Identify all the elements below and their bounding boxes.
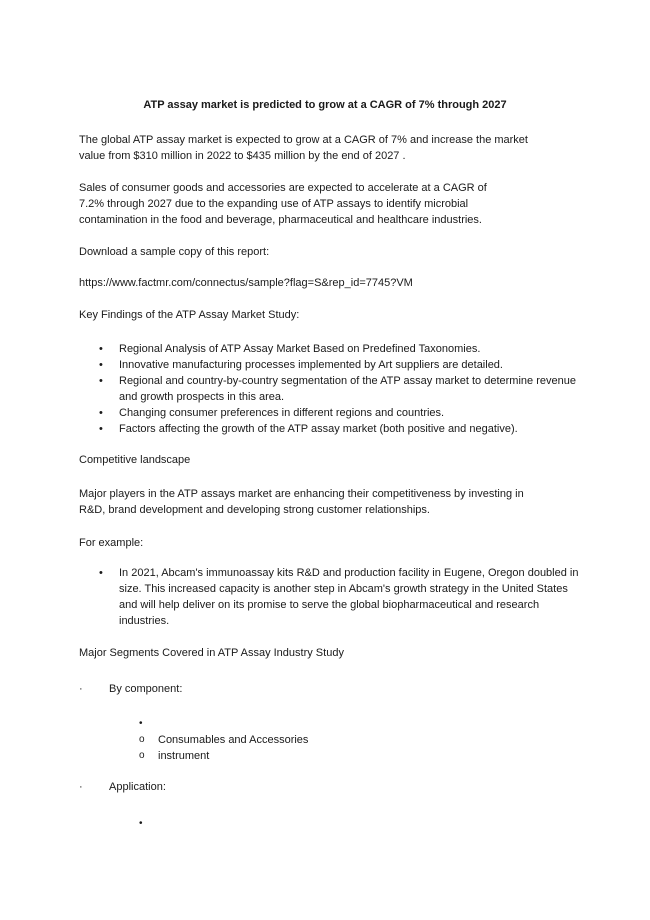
bullet-icon: • — [99, 407, 103, 419]
circle-bullet-icon: o — [139, 734, 145, 745]
component-list — [139, 716, 439, 764]
findings-list — [79, 341, 589, 437]
sales-line-2: 7.2% through 2027 due to the expanding use of ATP assays to identify microbial — [79, 198, 469, 210]
bullet-icon: • — [99, 423, 103, 435]
major-segments-heading: Major Segments Covered in ATP Assay Industry Study — [79, 647, 344, 659]
for-example-label: For example: — [79, 537, 144, 549]
section-dash: · — [79, 781, 83, 793]
example-list — [79, 565, 589, 629]
sales-line-3: contamination in the food and beverage, pharmaceutical and healthcare industries. — [79, 214, 482, 226]
list-item: o instrument — [139, 750, 210, 762]
competitive-heading: Competitive landscape — [79, 454, 191, 466]
list-item: • Factors affecting the growth of the ATP assay market (both positive and negative). — [99, 423, 518, 435]
list-item — [139, 816, 439, 832]
bullet-icon: • — [139, 818, 143, 829]
list-item: • Changing consumer preferences in different regions and countries. — [99, 407, 445, 419]
section-dash: · — [79, 683, 83, 695]
intro-line-2: value from $310 million in 2022 to $435 million by the end of 2027 . — [79, 150, 406, 162]
document-title: ATP assay market is predicted to grow at a CAGR of 7% through 2027 — [143, 99, 507, 111]
application-label: Application: — [109, 781, 166, 793]
bullet-icon: • — [99, 359, 103, 371]
list-item: • Innovative manufacturing processes implemented by Art suppliers are detailed. — [99, 359, 503, 371]
list-item: • In 2021, Abcam's immunoassay kits R&D and production facility in Eugene, Oregon doubled in size. This increased capacity is another step in Abcam's growth strategy in the United States and will help deliver on its promise to serve the global biopharmaceutical and research industries. — [99, 567, 579, 627]
application-list — [139, 816, 439, 832]
bullet-icon: • — [99, 375, 103, 387]
download-prompt: Download a sample copy of this report: — [79, 246, 270, 258]
list-item: o Consumables and Accessories — [139, 734, 309, 746]
key-findings-heading: Key Findings of the ATP Assay Market Study: — [79, 309, 300, 321]
circle-bullet-icon: o — [139, 750, 145, 761]
by-component-label: By component: — [109, 683, 183, 695]
list-item: • Regional Analysis of ATP Assay Market Based on Predefined Taxonomies. — [99, 343, 481, 355]
sales-line-1: Sales of consumer goods and accessories are expected to accelerate at a CAGR of — [79, 182, 487, 194]
players-line-2: R&D, brand development and developing strong customer relationships. — [79, 504, 430, 516]
list-item: • Regional and country-by-country segmentation of the ATP assay market to determine revenue and growth prospects in this area. — [99, 375, 576, 403]
players-line-1: Major players in the ATP assays market are enhancing their competitiveness by investing in — [79, 488, 524, 500]
intro-line-1: The global ATP assay market is expected to grow at a CAGR of 7% and increase the market — [79, 134, 528, 146]
bullet-icon: • — [139, 718, 143, 729]
list-item — [139, 716, 439, 732]
bullet-icon: • — [99, 567, 103, 579]
sample-url-link[interactable]: https://www.factmr.com/connectus/sample?flag=S&rep_id=7745?VM — [79, 277, 413, 289]
bullet-icon: • — [99, 343, 103, 355]
